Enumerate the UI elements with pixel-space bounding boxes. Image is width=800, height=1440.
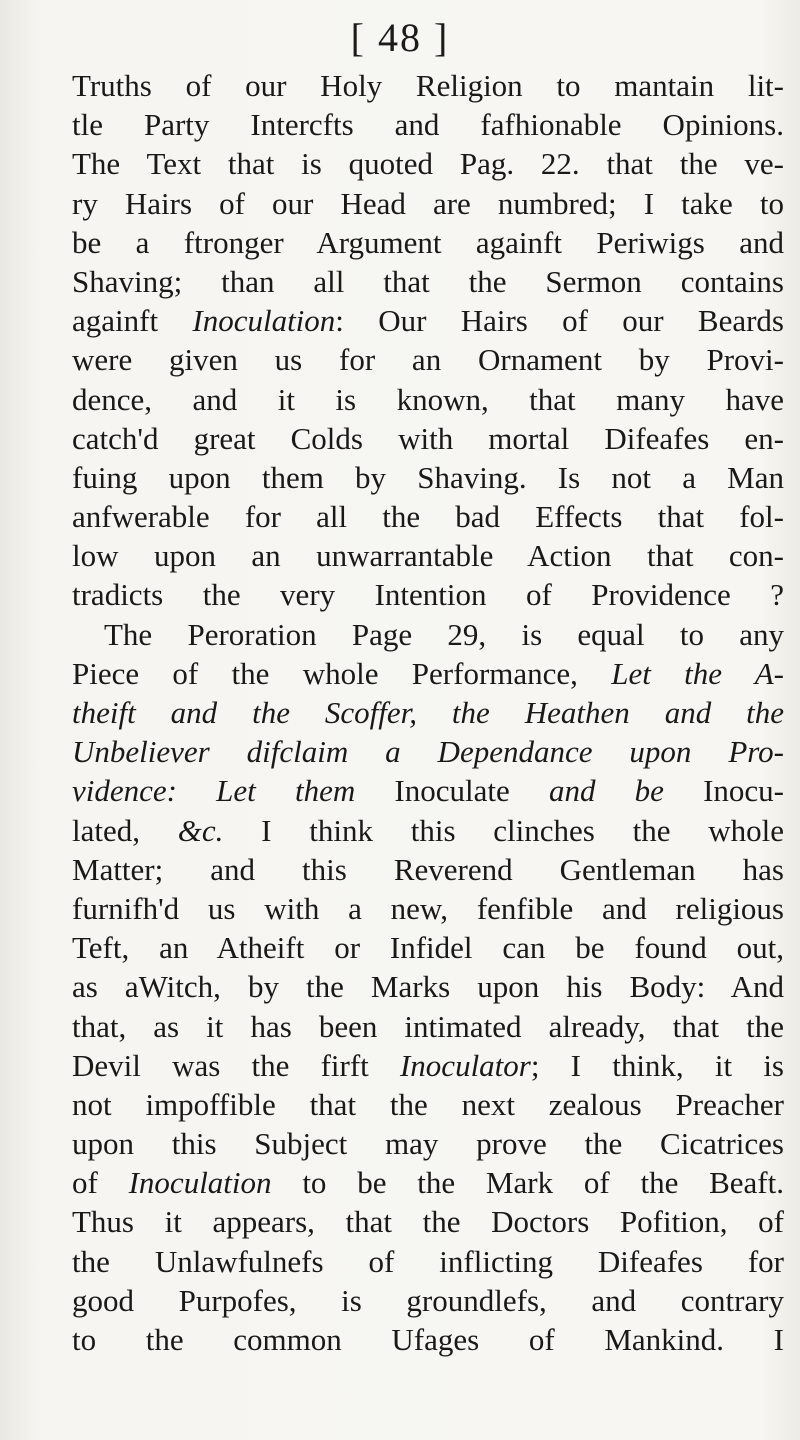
- text-line: [72, 184, 784, 223]
- text-line: [72, 575, 784, 614]
- text-segment: anfwerable for all the bad Effects that fol-: [72, 499, 784, 535]
- text-line: [72, 967, 784, 1006]
- italic-text-segment: Let the A-: [611, 655, 784, 691]
- text-segment: Devil was the firft: [72, 1047, 400, 1083]
- italic-text-segment: vidence: Let them: [72, 773, 356, 809]
- text-segment: Piece of the whole Performance,: [72, 655, 612, 691]
- text-segment: catch'd great Colds with mortal Difeafes en-: [72, 420, 784, 456]
- italic-text-segment: theift and the Scoffer, the Heathen and the: [72, 695, 784, 730]
- text-line: [72, 144, 784, 183]
- text-segment: Shaving; than all that the Sermon contains: [72, 263, 784, 299]
- text-segment: not impoffible that the next zealous Preacher: [72, 1086, 784, 1122]
- text-segment: upon this Subject may prove the Cicatrices: [72, 1126, 784, 1162]
- text-line: [72, 536, 784, 575]
- text-line: [72, 615, 784, 654]
- text-segment: the Unlawfulnefs of inflicting Difeafes for: [72, 1243, 784, 1279]
- text-segment: fuing upon them by Shaving. Is not a Man: [72, 459, 784, 495]
- text-segment: : Our Hairs of our Beards: [335, 303, 784, 339]
- text-segment: Truths of our Holy Religion to mantain lit-: [72, 68, 784, 103]
- text-line: [72, 654, 784, 693]
- text-line: [72, 928, 784, 967]
- text-segment: ry Hairs of our Head are numbred; I take to: [72, 185, 784, 221]
- italic-text-segment: Inoculation: [192, 303, 336, 339]
- text-line: [72, 66, 784, 105]
- text-line: [72, 1124, 784, 1163]
- text-segment: Thus it appears, that the Doctors Pofition, of: [72, 1204, 784, 1240]
- text-line: [72, 850, 784, 889]
- text-line: [72, 693, 784, 732]
- text-line: [72, 380, 784, 419]
- text-line: [72, 301, 784, 340]
- page-body-text: [72, 66, 784, 1359]
- italic-text-segment: Inoculation: [128, 1165, 272, 1201]
- text-segment: Teft, an Atheift or Infidel can be found out,: [72, 930, 784, 966]
- text-segment: to be the Mark of the Beaft.: [271, 1165, 784, 1201]
- text-line: [72, 1320, 784, 1359]
- text-segment: The Peroration Page 29, is equal to any: [104, 616, 784, 652]
- text-line: [72, 223, 784, 262]
- text-segment: Matter; and this Reverend Gentleman has: [72, 851, 784, 887]
- text-segment: be a ftronger Argument againft Periwigs and: [72, 224, 784, 260]
- text-line: [72, 1242, 784, 1281]
- text-segment: ; I think, it is: [530, 1047, 784, 1083]
- italic-text-segment: Inoculator: [399, 1047, 531, 1083]
- text-segment: dence, and it is known, that many have: [72, 381, 784, 417]
- text-segment: againft: [72, 303, 193, 339]
- text-segment: were given us for an Ornament by Provi-: [72, 342, 784, 378]
- text-segment: that, as it has been intimated already, that the: [72, 1008, 784, 1044]
- italic-text-segment: Unbeliever difclaim a Dependance upon Pro-: [72, 734, 784, 770]
- text-segment: I think this clinches the whole: [223, 812, 784, 848]
- text-segment: lated,: [72, 812, 178, 848]
- text-line: [72, 340, 784, 379]
- text-segment: to the common Ufages of Mankind. I: [72, 1322, 784, 1357]
- text-line: [72, 1085, 784, 1124]
- text-line: [72, 1046, 784, 1085]
- text-line: [72, 1163, 784, 1202]
- italic-text-segment: &c.: [177, 812, 224, 848]
- text-segment: Inoculate: [355, 773, 549, 809]
- page-number: [ 48 ]: [350, 15, 450, 60]
- text-line: [72, 889, 784, 928]
- text-segment: low upon an unwarrantable Action that con-: [72, 538, 784, 574]
- text-line: [72, 1007, 784, 1046]
- text-line: [72, 419, 784, 458]
- text-segment: The Text that is quoted Pag. 22. that the ve-: [72, 146, 784, 182]
- text-line: [72, 771, 784, 810]
- text-line: [72, 1281, 784, 1320]
- text-line: [72, 105, 784, 144]
- text-segment: furnifh'd us with a new, fenfible and religious: [72, 890, 784, 926]
- italic-text-segment: and be: [548, 773, 664, 809]
- text-segment: tradicts the very Intention of Providence ?: [72, 577, 784, 613]
- text-line: [72, 458, 784, 497]
- text-segment: of: [72, 1165, 129, 1201]
- text-line: [72, 732, 784, 771]
- text-segment: as aWitch, by the Marks upon his Body: And: [72, 969, 784, 1005]
- text-line: [72, 1202, 784, 1241]
- text-segment: Inocu-: [663, 773, 784, 809]
- text-segment: tle Party Intercfts and fafhionable Opinions.: [72, 107, 784, 143]
- text-segment: good Purpofes, is groundlefs, and contrary: [72, 1282, 784, 1318]
- text-line: [72, 262, 784, 301]
- text-line: [72, 811, 784, 850]
- text-line: [72, 497, 784, 536]
